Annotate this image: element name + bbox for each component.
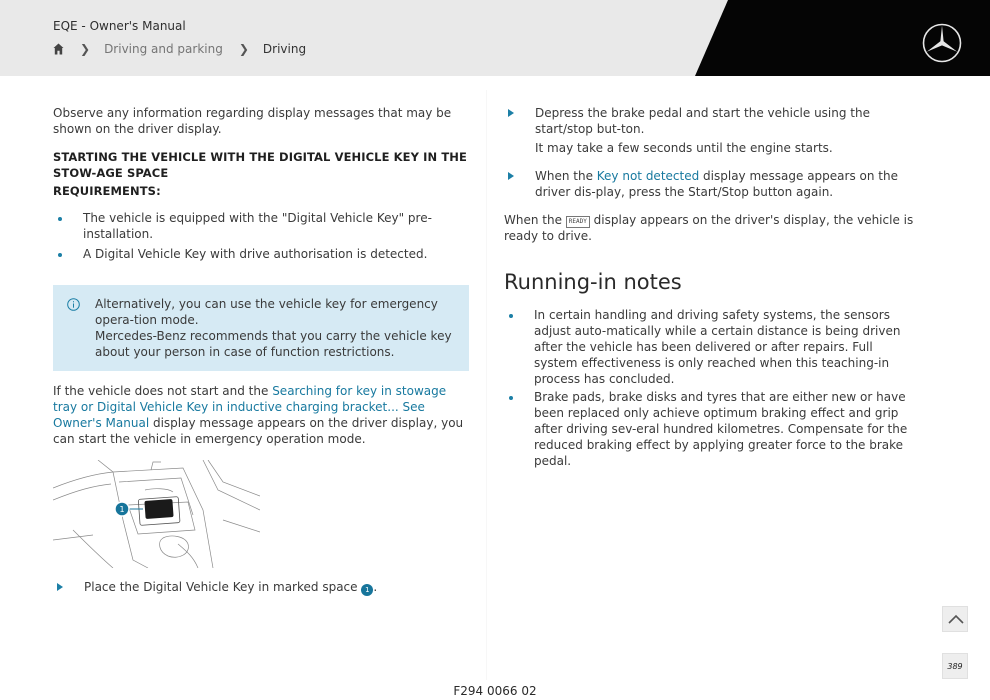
right-column [504,105,918,469]
brake-step [504,105,918,137]
breadcrumb-item-driving: Driving [262,42,307,56]
note-text: In certain handling and driving safety systems, the sensors adjust auto-matically while a certain distance is being driven after the vehicle has been delivered or after repairs. Full system effectiveness is only reached when this teaching-in process has concluded. [534,308,901,386]
page-header [0,0,990,76]
intro-paragraph: Observe any information regarding display messages that may be shown on the driver display. [53,106,452,136]
requirements-list [53,210,469,262]
paragraph-text: display appears on the driver's display, the vehicle is ready to drive. [504,213,914,243]
bullet-icon [58,217,62,221]
notice-text-1: Alternatively, you can use the vehicle key for emergency opera-tion mode. [95,297,438,327]
step-arrow-icon [57,583,63,591]
figure-marker-label: 1 [119,505,125,514]
bullet-icon [509,396,513,400]
ready-display-icon: READY [566,216,590,228]
scroll-up-icon [943,607,969,633]
emergency-paragraph [53,383,469,447]
step-note: It may take a few seconds until the engine starts. [535,141,833,155]
paragraph-text: If the vehicle does not start and the [53,384,273,398]
chevron-right-icon: ❯ [238,42,249,56]
figure-code: F294 0066 02 [453,684,537,698]
chevron-right-icon: ❯ [80,42,91,56]
place-key-step [53,579,469,596]
note-text: Brake pads, brake disks and tyres that are either new or have been replaced only achieve optimum braking effect and grip after driving sev-eral hundred kilometres. Compensate for the reduced braking effect by applying greater force to the brake pedal. [534,390,908,468]
marker-badge: 1 [361,584,373,596]
key-not-detected-link[interactable]: Key not detected [596,169,700,183]
step-text: display message appears on the driver dis-play, press the Start/Stop button again. [535,169,898,199]
column-divider [486,90,487,680]
breadcrumb [53,42,306,56]
requirement-text: A Digital Vehicle Key with drive authorisation is detected. [83,247,428,261]
step-arrow-icon [508,109,514,117]
step-text: . [373,580,378,594]
info-icon [67,298,80,311]
left-column [53,105,469,596]
paragraph-text: display message appears on the driver display, you can start the vehicle in emergency operation mode. [53,416,464,446]
home-icon[interactable] [53,43,64,55]
list-item [53,210,469,242]
mercedes-star-icon[interactable] [922,23,962,63]
page-number-button[interactable]: 389 [942,653,968,679]
breadcrumb-item-driving-and-parking[interactable]: Driving and parking [104,42,223,56]
info-notice [53,285,469,371]
list-item [504,307,918,387]
step-text: When the [535,169,597,183]
bullet-icon [509,314,513,318]
notice-text-2: Mercedes-Benz recommends that you carry the vehicle key about your person in case of function restrictions. [95,329,452,359]
running-in-notes-list [504,307,918,469]
step-arrow-icon [508,172,514,180]
key-not-detected-step [504,168,918,200]
section-heading: STARTING THE VEHICLE WITH THE DIGITAL VEHICLE KEY IN THE STOW-AGE SPACE [53,150,467,180]
list-item [504,389,918,469]
list-item [53,246,469,262]
section-title: Running-in notes [504,270,682,294]
step-text: Depress the brake pedal and start the vehicle using the start/stop but-ton. [535,106,870,136]
scroll-to-top-button[interactable] [942,606,968,632]
paragraph-text: When the [504,213,566,227]
requirement-text: The vehicle is equipped with the "Digital Vehicle Key" pre-installation. [83,211,432,241]
app-title: EQE - Owner's Manual [53,19,186,33]
ready-paragraph [504,212,918,244]
display-message-link[interactable]: Searching for key in stowage tray or Digital Vehicle Key in inductive charging bracket... See Owner's Manual [53,384,447,430]
stowage-space-illustration [53,460,260,568]
step-text: Place the Digital Vehicle Key in marked space [84,580,362,594]
requirements-label: REQUIREMENTS: [53,184,161,198]
bullet-icon [58,253,62,257]
